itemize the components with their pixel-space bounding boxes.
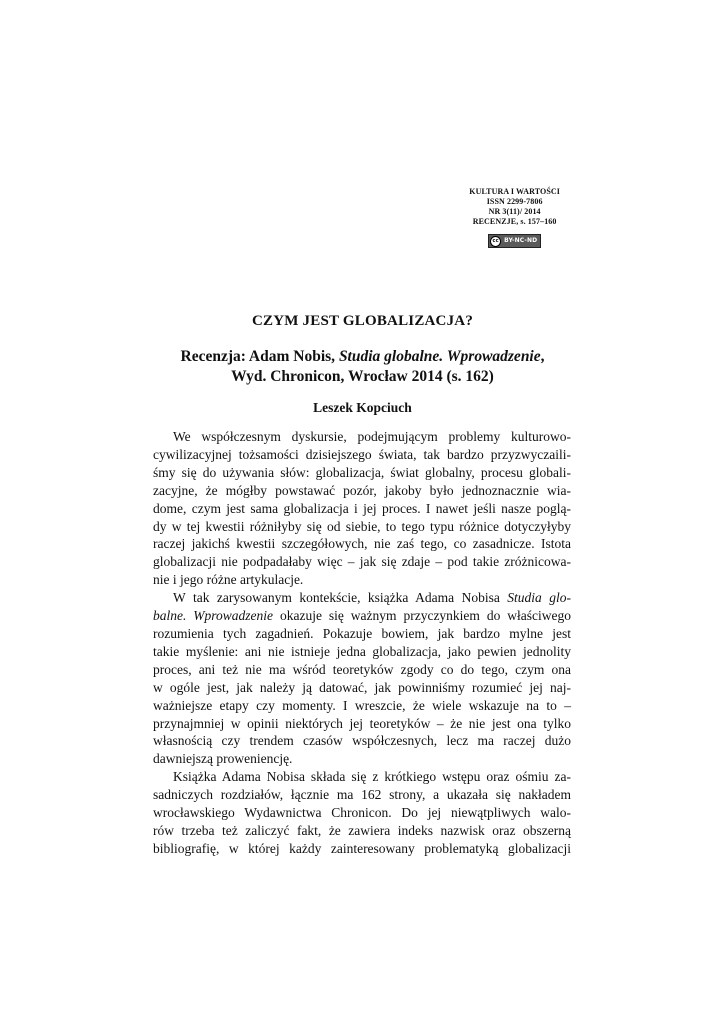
body-line: Książka Adama Nobisa składa się z krótkiego wstępu oraz ośmiu za- xyxy=(173,769,571,785)
body-line: śmy się do używania słów: globalizacja, świat globalny, procesu globali- xyxy=(153,464,571,480)
review-prefix: Recenzja: Adam Nobis, xyxy=(180,348,339,365)
journal-name: KULTURA I WARTOŚCI xyxy=(469,187,560,196)
body-line: przynajmniej w opinii niektórych jej teoretyków – że nie jest ona tylko xyxy=(153,715,571,731)
body-line: rozumienia tych zagadnień. Pokazuje bowiem, jak bardzo mylne jest xyxy=(153,625,571,641)
journal-issue: NR 3(11)/ 2014 xyxy=(488,207,541,216)
book-title-inline: Studia glo- xyxy=(507,590,571,606)
article-title: CZYM JEST GLOBALIZACJA? xyxy=(251,313,474,329)
journal-issn: ISSN 2299-7806 xyxy=(486,197,543,206)
body-line: bibliografię, w której każdy zainteresowany problematyką globalizacji xyxy=(153,840,571,856)
cc-license-badge[interactable] xyxy=(488,234,541,248)
body-line: dawniejszą proweniencję. xyxy=(153,751,293,767)
book-title: Studia globalne. Wprowadzenie xyxy=(338,348,541,365)
body-line: zacyjne, że mógłby powstawać pozór, jakoby było jednoznacznie wia- xyxy=(153,482,571,498)
body-line: sadniczych rozdziałów, łącznie ma 162 strony, a ukazała się nakładem xyxy=(153,787,571,803)
body-line: dy w tej kwestii różniłyby się od siebie, to tego typu różnice dotyczyłyby xyxy=(153,518,571,534)
body-text: W tak zarysowanym kontekście, książka Adama Nobisa xyxy=(173,590,508,606)
review-separator: , xyxy=(540,348,545,365)
journal-section: RECENZJE, s. 157–160 xyxy=(472,217,557,226)
body-line: cywilizacyjnej tożsamości dzisiejszego świata, tak bardzo przyzwyczaili- xyxy=(153,446,571,462)
body-line: proces, ani też nie ma wśród teoretyków zgody co do tego, czym ona xyxy=(153,661,571,677)
creative-commons-icon: cc xyxy=(490,236,501,247)
review-line-2: Wyd. Chronicon, Wrocław 2014 (s. 162) xyxy=(231,368,494,385)
book-title-inline: balne. Wprowadzenie xyxy=(153,608,274,624)
review-citation xyxy=(0,347,725,387)
journal-metadata xyxy=(469,187,560,248)
body-line: w ogóle jest, jak należy ją datować, jak powinniśmy rozumieć jej naj- xyxy=(153,679,571,695)
body-line: We współczesnym dyskursie, podejmującym problemy kulturowo- xyxy=(173,429,571,444)
body-line: raczej jakichś kwestii szczegółowych, nie zaś tego, co zasadnicze. Istota xyxy=(153,536,571,552)
body-line xyxy=(153,589,571,607)
body-line: nie i jego różne artykulacje. xyxy=(153,572,304,588)
license-label: BY-NC-ND xyxy=(504,237,538,244)
body-line xyxy=(153,607,571,625)
body-line: takie myślenie: ani nie istnieje jedna globalizacja, jako pewien jednolity xyxy=(153,643,571,659)
body-line: rów trzeba też zaliczyć fakt, że zawiera indeks nazwisk oraz obszerną xyxy=(153,822,571,838)
body-line: dome, czym jest sama globalizacja i jej proces. I nawet jeśli nasze poglą- xyxy=(153,500,571,516)
body-line: wrocławskiego Wydawnictwa Chronicon. Do jej niewątpliwych walo- xyxy=(153,805,571,821)
article-author: Leszek Kopciuch xyxy=(313,400,412,415)
review-line-1 xyxy=(0,347,725,367)
body-line: globalizacji nie podpadałaby więc – jak się zdaje – pod takie zróżnicowa- xyxy=(153,554,571,570)
body-line: ważniejsze etapy czy momenty. I wreszcie, że wiele wskazuje na to – xyxy=(153,697,571,713)
body-line: własnością czy trendem czasów współczesnych, lecz ma raczej dużo xyxy=(153,733,571,749)
article-body xyxy=(153,428,571,858)
body-text: okazuje się ważnym przyczynkiem do właściwego xyxy=(273,608,572,624)
